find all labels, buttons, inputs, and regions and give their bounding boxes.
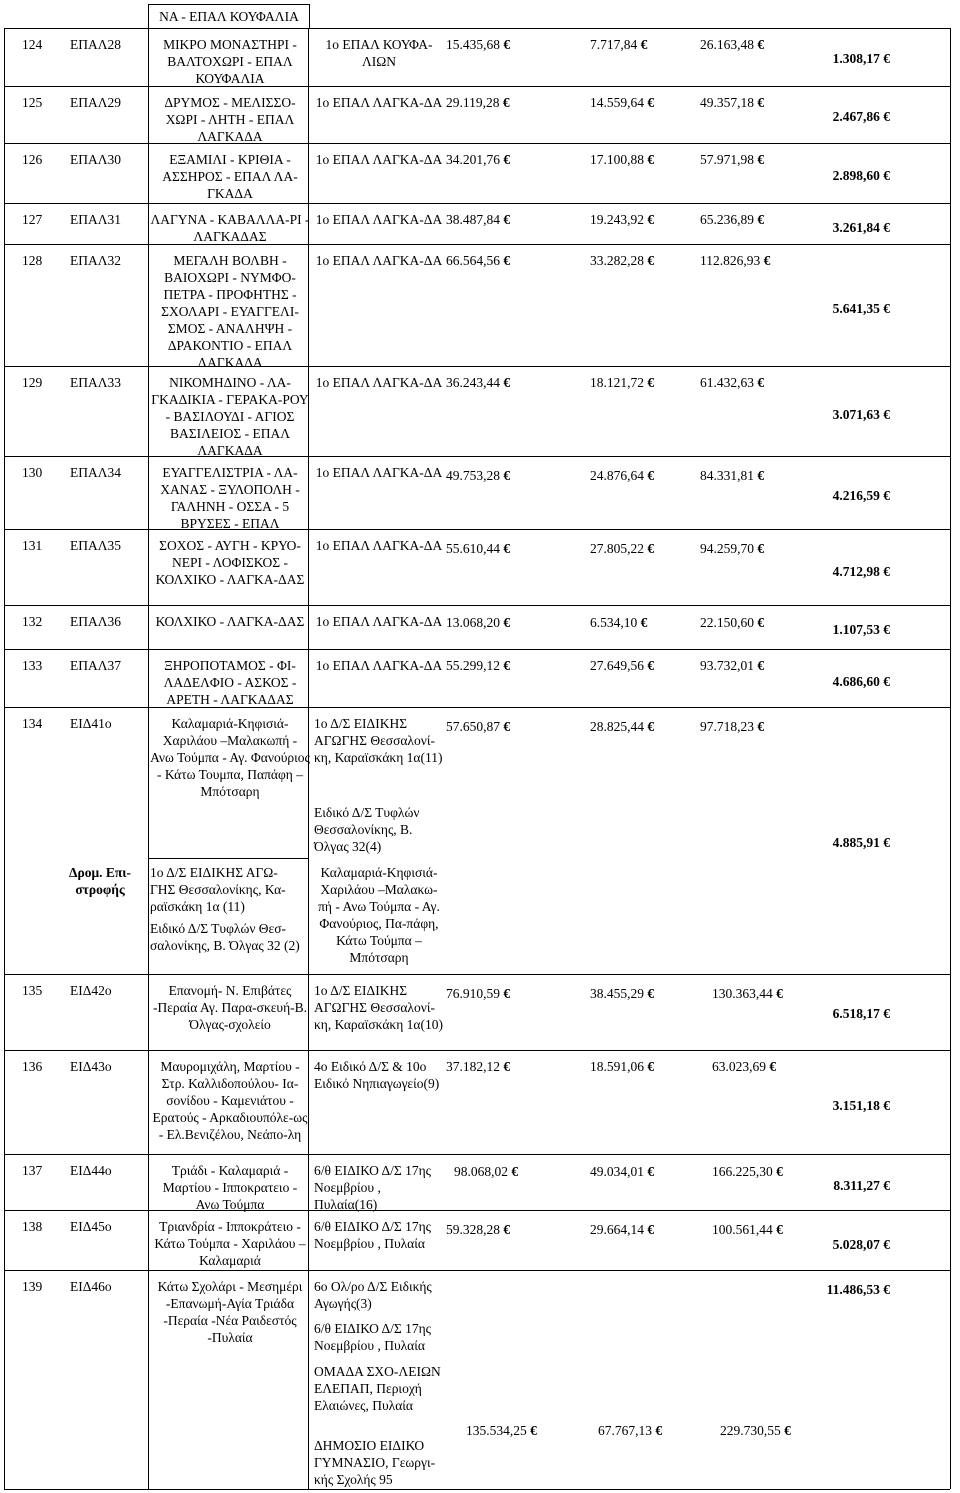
row-divider xyxy=(4,1050,950,1051)
route-code: ΕΙΔ46ο xyxy=(70,1279,112,1294)
value-3: 22.150,60 € xyxy=(700,614,810,631)
route-area: ΕΥΑΓΓΕΛΙΣΤΡΙΑ - ΛΑ-ΧΑΝΑΣ - ΞΥΛΟΠΟΛΗ - ΓΑΛΗΝΗ - ΟΣΣΑ - 5 ΒΡΥΣΕΣ - ΕΠΑΛ xyxy=(160,465,300,531)
value-1: 36.243,44 € xyxy=(446,374,556,391)
school-name: 1ο Δ/Σ ΕΙΔΙΚΗΣ ΑΓΩΓΗΣ Θεσσαλονί-κη, Καραϊσκάκη 1α(11) xyxy=(314,716,443,765)
row-number: 131 xyxy=(22,538,43,553)
route-code: ΕΠΑΛ36 xyxy=(70,614,122,629)
value-1: 57.650,87 € xyxy=(446,718,556,735)
value-1: 29.119,28 € xyxy=(446,94,556,111)
total-value: 2.898,60 € xyxy=(810,167,890,184)
value-2: 38.455,29 € xyxy=(590,985,700,1002)
row-number: 132 xyxy=(22,614,43,629)
value-3: 112.826,93 € xyxy=(700,252,810,269)
row-number: 138 xyxy=(22,1219,43,1234)
value-2: 24.876,64 € xyxy=(590,467,700,484)
route-code: ΕΙΔ44ο xyxy=(70,1163,112,1178)
row-number: 135 xyxy=(22,983,43,998)
total-value: 4.686,60 € xyxy=(810,673,890,690)
value-1: 98.068,02 € xyxy=(454,1163,564,1180)
route-area: Τριάδι - Καλαμαριά - Μαρτίου - Ιπποκρατειο - Ανω Τούμπα xyxy=(162,1163,298,1212)
return-route-label: Δρομ. Επι-στροφής xyxy=(69,865,131,897)
route-code: ΕΙΔ41ο xyxy=(70,716,112,731)
school-name-secondary: Ειδικό Δ/Σ Τυφλών Θεσσαλονίκης, Β. Όλγας 32(4) xyxy=(314,805,420,854)
table-border-bottom xyxy=(4,1489,950,1490)
value-2: 33.282,28 € xyxy=(590,252,700,269)
route-code: ΕΠΑΛ32 xyxy=(70,253,122,268)
value-3: 61.432,63 € xyxy=(700,374,810,391)
value-2: 7.717,84 € xyxy=(590,36,700,53)
total-value: 5.028,07 € xyxy=(810,1236,890,1253)
value-1: 37.182,12 € xyxy=(446,1058,556,1075)
route-area: 1ο Δ/Σ ΕΙΔΙΚΗΣ ΑΓΩ-ΓΗΣ Θεσσαλονίκης, Κα-ραϊσκάκη 1α (11) xyxy=(150,865,286,914)
route-area: Τριανδρία - Ιπποκράτειο - Κάτω Τούμπα - Χαριλάου – Καλαμαριά xyxy=(154,1219,306,1268)
row-divider xyxy=(4,244,950,245)
route-area: Επανομή- Ν. Επιβάτες -Περαία Αγ. Παρα-σκευή-Β. Όλγας-σχολείο xyxy=(152,983,308,1032)
row-divider xyxy=(4,203,950,204)
value-3: 93.732,01 € xyxy=(700,657,810,674)
row-number: 127 xyxy=(22,212,43,227)
row-divider xyxy=(4,529,950,530)
school-name: 1ο ΕΠΑΛ ΚΟΥΦΑ-ΛΙΩΝ xyxy=(325,37,433,69)
row-divider xyxy=(4,649,950,650)
total-value: 4.885,91 € xyxy=(810,834,890,851)
total-value: 4.712,98 € xyxy=(810,563,890,580)
value-3: 84.331,81 € xyxy=(700,467,810,484)
school-name: 6ο Ολ/ρο Δ/Σ Ειδικής Αγωγής(3) xyxy=(314,1279,432,1311)
route-code: ΕΠΑΛ37 xyxy=(70,658,122,673)
row-number: 126 xyxy=(22,152,43,167)
value-2: 29.664,14 € xyxy=(590,1221,700,1238)
school-name: 1ο ΕΠΑΛ ΛΑΓΚΑ-ΔΑ xyxy=(315,614,443,629)
value-1: 55.299,12 € xyxy=(446,657,556,674)
row-divider xyxy=(4,974,950,975)
row-number: 125 xyxy=(22,95,43,110)
row-divider xyxy=(4,86,950,87)
value-2: 28.825,44 € xyxy=(590,718,700,735)
school-name-secondary: 6/θ ΕΙΔΙΚΟ Δ/Σ 17ης Νοεμβρίου , Πυλαία xyxy=(314,1321,432,1353)
row-divider xyxy=(4,605,950,606)
school-name-tertiary: ΟΜΑΔΑ ΣΧΟ-ΛΕΙΩΝ ΕΛΕΠΑΠ, Περιοχή Ελαιώνες, Πυλαία xyxy=(314,1364,441,1413)
total-value: 4.216,59 € xyxy=(810,487,890,504)
route-code: ΕΠΑΛ31 xyxy=(70,212,122,227)
value-3: 229.730,55 € xyxy=(720,1422,830,1439)
route-area-secondary: Ειδικό Δ/Σ Τυφλών Θεσ-σαλονίκης, Β. Όλγας 32 (2) xyxy=(150,921,300,953)
value-3: 26.163,48 € xyxy=(700,36,810,53)
row-number: 130 xyxy=(22,465,43,480)
row-number: 136 xyxy=(22,1059,43,1074)
total-value: 11.486,53 € xyxy=(800,1281,890,1298)
route-area: ΕΞΑΜΙΛΙ - ΚΡΙΘΙΑ - ΑΣΣΗΡΟΣ - ΕΠΑΛ ΛΑ-ΓΚΑΔΑ xyxy=(162,152,298,201)
table-border-right xyxy=(950,28,951,1489)
value-3: 49.357,18 € xyxy=(700,94,810,111)
continued-cell xyxy=(148,4,310,29)
row-divider xyxy=(4,366,950,367)
value-3: 130.363,44 € xyxy=(712,985,822,1002)
route-area: Καλαμαριά-Κηφισιά- Χαριλάου –Μαλακωπή - Ανω Τούμπα - Αγ. Φανούριος - Κάτω Τουμπα, Παπάφη – Μπότσαρη xyxy=(150,716,310,799)
value-1: 135.534,25 € xyxy=(466,1422,576,1439)
value-1: 55.610,44 € xyxy=(446,540,556,557)
school-name: 1ο ΕΠΑΛ ΛΑΓΚΑ-ΔΑ xyxy=(315,95,443,110)
total-value: 5.641,35 € xyxy=(810,300,890,317)
value-1: 59.328,28 € xyxy=(446,1221,556,1238)
school-name: 1ο ΕΠΑΛ ΛΑΓΚΑ-ΔΑ xyxy=(315,465,443,480)
value-1: 76.910,59 € xyxy=(446,985,556,1002)
total-value: 3.151,18 € xyxy=(810,1097,890,1114)
route-area: ΞΗΡΟΠΟΤΑΜΟΣ - ΦΙ-ΛΑΔΕΛΦΙΟ - ΑΣΚΟΣ - ΑΡΕΤΗ - ΛΑΓΚΑΔΑΣ xyxy=(163,658,297,707)
school-name: 1ο ΕΠΑΛ ΛΑΓΚΑ-ΔΑ xyxy=(315,212,443,227)
value-1: 49.753,28 € xyxy=(446,467,556,484)
total-value: 2.467,86 € xyxy=(810,108,890,125)
route-code: ΕΠΑΛ29 xyxy=(70,95,122,110)
school-name: 1ο ΕΠΑΛ ΛΑΓΚΑ-ΔΑ xyxy=(315,375,443,390)
value-3: 97.718,23 € xyxy=(700,718,810,735)
continued-cell-text: ΝΑ - ΕΠΑΛ ΚΟΥΦΑΛΙΑ xyxy=(159,9,299,24)
value-1: 38.487,84 € xyxy=(446,211,556,228)
value-1: 15.435,68 € xyxy=(446,36,556,53)
row-divider xyxy=(4,1210,950,1211)
row-number: 129 xyxy=(22,375,43,390)
total-value: 3.261,84 € xyxy=(810,219,890,236)
route-code: ΕΠΑΛ28 xyxy=(70,37,122,52)
route-area: ΛΑΓΥΝΑ - ΚΑΒΑΛΛΑ-ΡΙ - ΛΑΓΚΑΔΑΣ xyxy=(150,212,310,244)
school-name: 1ο ΕΠΑΛ ΛΑΓΚΑ-ΔΑ xyxy=(315,658,443,673)
route-code: ΕΠΑΛ33 xyxy=(70,375,122,390)
route-area: ΚΟΛΧΙΚΟ - ΛΑΓΚΑ-ΔΑΣ xyxy=(155,614,305,629)
value-2: 18.121,72 € xyxy=(590,374,700,391)
row-number: 128 xyxy=(22,253,43,268)
row-divider xyxy=(4,28,950,29)
school-name: 1ο ΕΠΑΛ ΛΑΓΚΑ-ΔΑ xyxy=(315,253,443,268)
row-divider xyxy=(4,1270,950,1271)
value-2: 6.534,10 € xyxy=(590,614,700,631)
route-area: Μαυρομιχάλη, Μαρτίου - Στρ. Καλλιδοπούλου- Ια-σονίδου - Καμενιάτου - Ερατούς - Αρκαδιουπόλε-ως - Ελ.Βενιζέλου, Νεάπο-λη xyxy=(152,1059,308,1142)
row-divider xyxy=(4,707,950,708)
route-area: ΜΙΚΡΟ ΜΟΝΑΣΤΗΡΙ - ΒΑΛΤΟΧΩΡΙ - ΕΠΑΛ ΚΟΥΦΑΛΙΑ xyxy=(163,37,297,86)
row-divider xyxy=(4,456,950,457)
total-value: 3.071,63 € xyxy=(810,406,890,423)
route-area: ΝΙΚΟΜΗΔΙΝΟ - ΛΑ-ΓΚΑΔΙΚΙΑ - ΓΕΡΑΚΑ-ΡΟΥ - ΒΑΣΙΛΟΥΔΙ - ΑΓΙΟΣ ΒΑΣΙΛΕΙΟΣ - ΕΠΑΛ ΛΑΓΚΑΔΑ xyxy=(151,375,309,458)
total-value: 6.518,17 € xyxy=(810,1005,890,1022)
row-number: 124 xyxy=(22,37,43,52)
value-3: 63.023,69 € xyxy=(712,1058,822,1075)
value-3: 94.259,70 € xyxy=(700,540,810,557)
value-2: 67.767,13 € xyxy=(598,1422,708,1439)
school-name: 6/θ ΕΙΔΙΚΟ Δ/Σ 17ης Νοεμβρίου , Πυλαία(16) xyxy=(314,1163,432,1212)
value-3: 65.236,89 € xyxy=(700,211,810,228)
route-code: ΕΙΔ45ο xyxy=(70,1219,112,1234)
route-code: ΕΙΔ42ο xyxy=(70,983,112,998)
value-1: 34.201,76 € xyxy=(446,151,556,168)
school-name: 1ο ΕΠΑΛ ΛΑΓΚΑ-ΔΑ xyxy=(315,538,443,553)
row-number: 137 xyxy=(22,1163,43,1178)
row-number: 133 xyxy=(22,658,43,673)
route-area: ΣΟΧΟΣ - ΑΥΓΗ - ΚΡΥΟ-ΝΕΡΙ - ΛΟΦΙΣΚΟΣ - ΚΟΛΧΙΚΟ - ΛΑΓΚΑ-ΔΑΣ xyxy=(155,538,305,587)
value-2: 19.243,92 € xyxy=(590,211,700,228)
sub-row-divider xyxy=(148,858,308,859)
value-2: 17.100,88 € xyxy=(590,151,700,168)
row-divider xyxy=(4,143,950,144)
value-3: 166.225,30 € xyxy=(712,1163,822,1180)
route-code: ΕΙΔ43ο xyxy=(70,1059,112,1074)
value-1: 13.068,20 € xyxy=(446,614,556,631)
value-2: 18.591,06 € xyxy=(590,1058,700,1075)
school-name: 4ο Ειδικό Δ/Σ & 10ο Ειδικό Νηπιαγωγείο(9) xyxy=(314,1059,440,1091)
route-code: ΕΠΑΛ34 xyxy=(70,465,122,480)
total-value: 1.308,17 € xyxy=(810,50,890,67)
school-name: Καλαμαριά-Κηφισιά-Χαριλάου –Μαλακω-πή - Ανω Τούμπα - Αγ. Φανούριος, Πα-πάφη, Κάτω Τούμπα – Μπότσαρη xyxy=(318,865,440,965)
route-area: ΔΡΥΜΟΣ - ΜΕΛΙΣΣΟ-ΧΩΡΙ - ΛΗΤΗ - ΕΠΑΛ ΛΑΓΚΑΔΑ xyxy=(164,95,296,144)
value-1: 66.564,56 € xyxy=(446,252,556,269)
value-2: 27.649,56 € xyxy=(590,657,700,674)
school-name: 1ο Δ/Σ ΕΙΔΙΚΗΣ ΑΓΩΓΗΣ Θεσσαλονί-κη, Καραϊσκάκη 1α(10) xyxy=(314,983,443,1032)
route-code: ΕΠΑΛ35 xyxy=(70,538,122,553)
route-area: ΜΕΓΑΛΗ ΒΟΛΒΗ - ΒΑΙΟΧΩΡΙ - ΝΥΜΦΟ-ΠΕΤΡΑ - ΠΡΟΦΗΤΗΣ - ΣΧΟΛΑΡΙ - ΕΥΑΓΓΕΛΙ-ΣΜΟΣ - ΑΝΑΛΗΨΗ - ΔΡΑΚΟΝΤΙΟ - ΕΠΑΛ ΛΑΓΚΑΔΑ xyxy=(161,253,299,370)
row-number: 134 xyxy=(22,716,43,731)
value-2: 49.034,01 € xyxy=(590,1163,700,1180)
total-value: 1.107,53 € xyxy=(810,621,890,638)
value-2: 14.559,64 € xyxy=(590,94,700,111)
value-3: 100.561,44 € xyxy=(712,1221,822,1238)
school-name: 1ο ΕΠΑΛ ΛΑΓΚΑ-ΔΑ xyxy=(315,152,443,167)
value-3: 57.971,98 € xyxy=(700,151,810,168)
school-name-quaternary: ΔΗΜΟΣΙΟ ΕΙΔΙΚΟ ΓΥΜΝΑΣΙΟ, Γεωργι-κής Σχολής 95 xyxy=(314,1438,436,1487)
value-2: 27.805,22 € xyxy=(590,540,700,557)
row-divider xyxy=(4,1154,950,1155)
total-value: 8.311,27 € xyxy=(810,1177,890,1194)
route-code: ΕΠΑΛ30 xyxy=(70,152,122,167)
route-area: Κάτω Σχολάρι - Μεσημέρι -Επανωμή-Αγία Τριάδα -Περαία -Νέα Ραιδεστός -Πυλαία xyxy=(157,1279,303,1345)
school-name: 6/θ ΕΙΔΙΚΟ Δ/Σ 17ης Νοεμβρίου , Πυλαία xyxy=(314,1219,432,1251)
row-number: 139 xyxy=(22,1279,43,1294)
